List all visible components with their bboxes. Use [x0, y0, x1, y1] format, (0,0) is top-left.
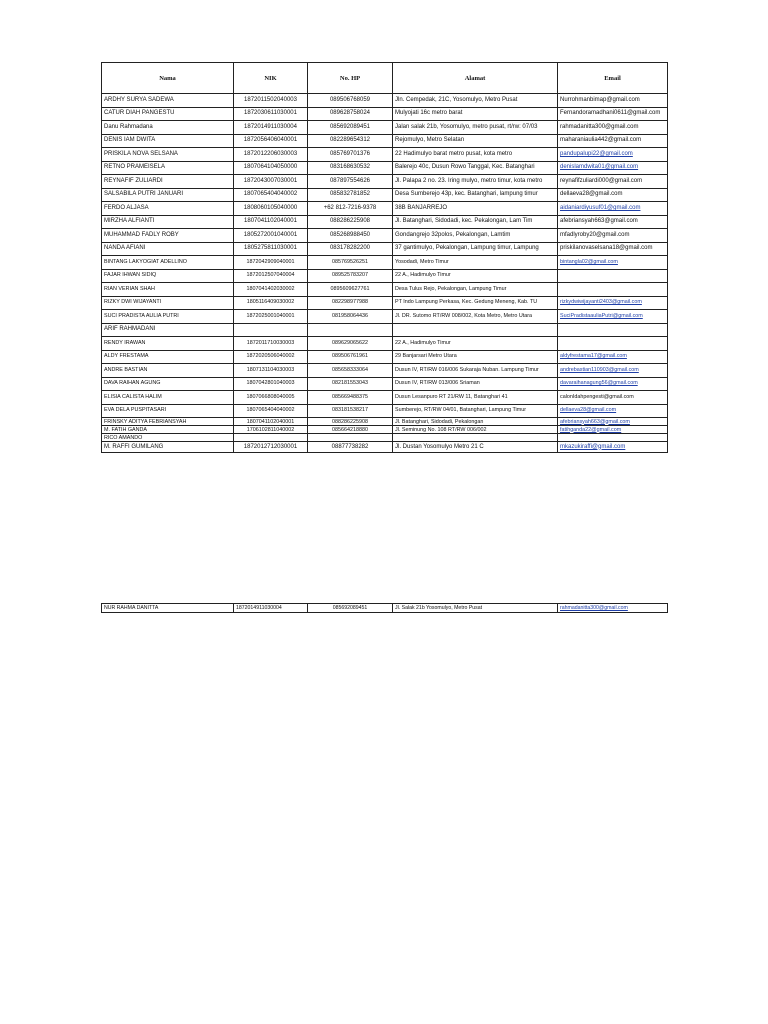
table-row	[102, 242, 668, 256]
cell-alamat: 29 Banjarsari Metro Utara	[393, 350, 558, 364]
cell-email[interactable]: denislamdwita01@gmail.com	[558, 161, 668, 175]
cell-email[interactable]: aldyfrestama17@gmail.com	[558, 350, 668, 364]
table-row	[102, 418, 668, 426]
cell-nik: 1805275811030001	[234, 242, 308, 256]
cell-email	[558, 283, 668, 297]
cell-nama: MUHAMMAD FADLY ROBY	[102, 229, 234, 243]
cell-nik: 1872042909040001	[234, 256, 308, 270]
cell-alamat: Gondangrejo 32polos, Pekalongan, Lamtim	[393, 229, 558, 243]
table-row	[102, 107, 668, 121]
table-row	[102, 283, 668, 297]
table-row	[102, 148, 668, 162]
cell-alamat: Desa Tulus Rejo, Pekalongan, Lampung Timur	[393, 283, 558, 297]
cell-nik: 1805272001040001	[234, 229, 308, 243]
cell-alamat: PT Indo Lampung Perkasa, Kec. Gedung Meneng, Kab. TU	[393, 296, 558, 310]
cell-alamat: Jln. Cempedak, 21C, Yosomulyo, Metro Pusat	[393, 94, 558, 108]
header-email: Email	[558, 63, 668, 94]
cell-nik: 1872012507040004	[234, 269, 308, 283]
table-row	[102, 404, 668, 418]
table-row	[102, 121, 668, 135]
cell-nama: PRISKILA NOVA SELSANA	[102, 148, 234, 162]
cell-nama: REYNAFIF ZULIARDI	[102, 175, 234, 189]
cell-nik: 1706102811040002	[234, 426, 308, 434]
cell-nik	[234, 434, 308, 442]
table-row	[102, 350, 668, 364]
cell-hp: 085669488375	[308, 391, 393, 405]
cell-hp: 085769526251	[308, 256, 393, 270]
table-row	[102, 364, 668, 378]
cell-hp: 082298977988	[308, 296, 393, 310]
cell-alamat: Rejomulyo, Metro Selatan	[393, 134, 558, 148]
cell-nama: Danu Rahmadana	[102, 121, 234, 135]
cell-hp: 085268988450	[308, 229, 393, 243]
cell-alamat: 22 A., Hadimulyo Timur	[393, 269, 558, 283]
table-row	[102, 94, 668, 108]
table-row	[102, 215, 668, 229]
table-row	[102, 310, 668, 324]
cell-nik: 1807066808040005	[234, 391, 308, 405]
cell-hp: 083181538217	[308, 404, 393, 418]
cell-email: priskilanovaselsana18@gmail.com	[558, 242, 668, 256]
cell-email: afebriansyah663@gmail.com	[558, 215, 668, 229]
cell-email[interactable]: aidaniardiyusuf01@gmail.com	[558, 202, 668, 216]
cell-email[interactable]: dellaeva28@gmail.com	[558, 404, 668, 418]
cell-hp: 089506761961	[308, 350, 393, 364]
cell-email[interactable]: rizkydwiwijayanti2403@gmail.com	[558, 296, 668, 310]
cell-alamat: Yosodadi, Metro Timur	[393, 256, 558, 270]
cell-nik: 1807041402030002	[234, 283, 308, 297]
table-row	[102, 256, 668, 270]
table-row	[102, 229, 668, 243]
cell-nik: 1807065404040002	[234, 188, 308, 202]
cell-email	[558, 323, 668, 337]
table-row	[102, 426, 668, 434]
cell-alamat: Jl. Seminung No. 108 RT/RW 006/002	[393, 426, 558, 434]
cell-alamat: Jl. Palapa 2 no. 23. Iring mulyo, metro timur, kota metro	[393, 175, 558, 189]
cell-nik: 1872056406040001	[234, 134, 308, 148]
cell-hp	[308, 434, 393, 442]
cell-nik: 1872025001040001	[234, 310, 308, 324]
cell-alamat: Mulyojati 16c metro barat	[393, 107, 558, 121]
cell-alamat: Desa Sumberejo 43p, kec. Batanghari, lampung timur	[393, 188, 558, 202]
cell-hp: 089506768059	[308, 94, 393, 108]
table-row	[102, 377, 668, 391]
cell-nik: 1807042801040003	[234, 377, 308, 391]
cell-email: dellaeva28@gmail.com	[558, 188, 668, 202]
cell-nama: RICO AMANDO	[102, 434, 234, 442]
table-row	[102, 188, 668, 202]
cell-nik: 1872043007030001	[234, 175, 308, 189]
table-row	[102, 323, 668, 337]
cell-nik: 1872011710030003	[234, 337, 308, 351]
cell-alamat: 22 A., Hadimulyo Timur	[393, 337, 558, 351]
cell-nik	[234, 323, 308, 337]
cell-nama: DAVA RAIHAN AGUNG	[102, 377, 234, 391]
cell-nama: NUR RAHMA DANITTA	[102, 604, 234, 613]
cell-email: rahmadanitta300@gmail.com	[558, 121, 668, 135]
cell-hp: 087897554626	[308, 175, 393, 189]
cell-nik: 1872020506040002	[234, 350, 308, 364]
cell-alamat: Dusun IV, RT/RW 013/006 Sriaman	[393, 377, 558, 391]
cell-alamat	[393, 434, 558, 442]
cell-nik: 1807041102040001	[234, 418, 308, 426]
cell-alamat: 38B BANJARREJO	[393, 202, 558, 216]
table-row	[102, 604, 668, 613]
cell-nik: 1872014911030004	[234, 604, 308, 613]
cell-hp: 082181553043	[308, 377, 393, 391]
cell-email[interactable]: SuciPradistaauliaPutri@gmail.com	[558, 310, 668, 324]
cell-hp: 085832781852	[308, 188, 393, 202]
cell-nama: BINTANG LAKYOGIAT ADELLINO	[102, 256, 234, 270]
cell-email: maharaniaulia442@gmail.com	[558, 134, 668, 148]
cell-hp: 085769701376	[308, 148, 393, 162]
cell-hp: 089628758024	[308, 107, 393, 121]
cell-hp: 085658333064	[308, 364, 393, 378]
cell-nik: 1872011502040003	[234, 94, 308, 108]
header-hp: No. HP	[308, 63, 393, 94]
cell-hp: 085664218880	[308, 426, 393, 434]
cell-email	[558, 269, 668, 283]
cell-nama: RIZKY DWI WIJAYANTI	[102, 296, 234, 310]
cell-alamat: 37 gantimulyo, Pekalongan, Lampung timur, Lampung	[393, 242, 558, 256]
cell-hp: +62 812-7216-9378	[308, 202, 393, 216]
cell-hp	[308, 323, 393, 337]
cell-nama: RETNO PRAMEISELA	[102, 161, 234, 175]
cell-hp: 085692089451	[308, 604, 393, 613]
cell-nama: RENDY IRAWAN	[102, 337, 234, 351]
cell-nama: SUCI PRADISTA AULIA PUTRI	[102, 310, 234, 324]
cell-nik: 1807131104030003	[234, 364, 308, 378]
cell-hp: 081958064436	[308, 310, 393, 324]
cell-email[interactable]: pandupalupi22@gmail.com	[558, 148, 668, 162]
cell-nama: CATUR DIAH PANGESTU	[102, 107, 234, 121]
cell-alamat: 22 Hadimulyo barat metro pusat, kota metro	[393, 148, 558, 162]
cell-nama: SALSABILA PUTRI JANUARI	[102, 188, 234, 202]
cell-email[interactable]: afebriansyah663@gmail.com	[558, 418, 668, 426]
cell-nik: 1805116409030002	[234, 296, 308, 310]
cell-email	[558, 434, 668, 442]
cell-nama: NANDA AFIANI	[102, 242, 234, 256]
cell-hp: 08877738282	[308, 442, 393, 453]
table-body	[102, 94, 668, 453]
cell-nama: ALDY FRESTAMA	[102, 350, 234, 364]
table-row	[102, 442, 668, 453]
cell-hp: 083168630532	[308, 161, 393, 175]
cell-email[interactable]: andrebastian110903@gmail.com	[558, 364, 668, 378]
cell-email	[558, 337, 668, 351]
cell-hp: 085692089451	[308, 121, 393, 135]
cell-nik: 1872014911030004	[234, 121, 308, 135]
cell-alamat: Dusun Lesanpuro RT 21/RW 11, Batanghari 41	[393, 391, 558, 405]
cell-alamat: Balerejo 40c, Dusun Rowo Tanggal, Kec. Batanghari	[393, 161, 558, 175]
cell-nama: EVA DELA PUSPITASARI	[102, 404, 234, 418]
cell-nama: ELISIA CALISTA HALIM	[102, 391, 234, 405]
cell-nama: ARIF RAHMADANI	[102, 323, 234, 337]
cell-alamat: Jl. DR. Sutomo RT/RW 008/002, Kota Metro, Metro Utara	[393, 310, 558, 324]
cell-hp: 088286225908	[308, 215, 393, 229]
cell-email: reynafifzuliardi000@gmail.com	[558, 175, 668, 189]
cell-alamat: Jalan salak 21b, Yosomulyo, metro pusat, rt/rw: 07/03	[393, 121, 558, 135]
cell-hp: 0895609627761	[308, 283, 393, 297]
table-row	[102, 269, 668, 283]
cell-alamat: Jl. Batanghari, Sidodadi, kec. Pekalongan, Lam Tim	[393, 215, 558, 229]
cell-email[interactable]: davaraihanagung56@gmail.com	[558, 377, 668, 391]
cell-nik: 1808060105040000	[234, 202, 308, 216]
cell-hp: 089629065622	[308, 337, 393, 351]
cell-email[interactable]: mkazukiraffi@gmail.com	[558, 442, 668, 453]
cell-nama: RIAN VERIAN SHAH	[102, 283, 234, 297]
table-row	[102, 161, 668, 175]
cell-nama: FAJAR IHWAN SIDIQ	[102, 269, 234, 283]
header-row	[102, 63, 668, 94]
cell-alamat	[393, 323, 558, 337]
cell-nama: FERDO ALJASA	[102, 202, 234, 216]
cell-alamat: Jl. Salak 21b Yosomulyo, Metro Pusat	[393, 604, 558, 613]
cell-email[interactable]: rahmadanitta300@gmail.com	[558, 604, 668, 613]
participant-table	[101, 62, 668, 453]
cell-hp: 089525783207	[308, 269, 393, 283]
table-row	[102, 134, 668, 148]
cell-nama: ARDHY SURYA SADEWA	[102, 94, 234, 108]
header-alamat: Alamat	[393, 63, 558, 94]
cell-email: Fernandoramadhani0611@gmail.com	[558, 107, 668, 121]
header-nik: NIK	[234, 63, 308, 94]
cell-nik: 1807064104050000	[234, 161, 308, 175]
cell-email[interactable]: fatihganda22@gmail.com	[558, 426, 668, 434]
cell-nik: 1872030611030001	[234, 107, 308, 121]
table-row	[102, 202, 668, 216]
cell-nama: DENIS IAM DWITA	[102, 134, 234, 148]
cell-email: calonIdahpengesti@gmail.com	[558, 391, 668, 405]
table-row	[102, 391, 668, 405]
cell-nama: ANDRE BASTIAN	[102, 364, 234, 378]
cell-nik: 1807041102040001	[234, 215, 308, 229]
cell-alamat: Dusun IV, RT/RW 016/006 Sukaraja Nuban. Lampung Timur	[393, 364, 558, 378]
cell-nama: M. FATIH GANDA	[102, 426, 234, 434]
cell-email[interactable]: bintangla02@gmail.com	[558, 256, 668, 270]
cell-hp: 088286225908	[308, 418, 393, 426]
cell-alamat: Jl. Dustan Yosomulyo Metro 21 C	[393, 442, 558, 453]
cell-email: mfadlyroby20@gmail.com	[558, 229, 668, 243]
header-nama: Nama	[102, 63, 234, 94]
table-row	[102, 175, 668, 189]
last-entry-table	[101, 603, 668, 613]
cell-nik: 1872012206030003	[234, 148, 308, 162]
cell-hp: 083178282200	[308, 242, 393, 256]
cell-nama: MIRZHA ALFIANTI	[102, 215, 234, 229]
cell-nik: 1807065404040002	[234, 404, 308, 418]
cell-nik: 1872012712030001	[234, 442, 308, 453]
table-row	[102, 337, 668, 351]
cell-nama: M. RAFFI GUMILANG	[102, 442, 234, 453]
cell-alamat: Jl. Batanghari, Sidodadi, Pekalongan	[393, 418, 558, 426]
cell-nama: FRINSKY ADITYA FEBRIANSYAH	[102, 418, 234, 426]
table-row	[102, 296, 668, 310]
cell-alamat: Sumberejo, RT/RW 04/01, Batanghari, Lampung Timur	[393, 404, 558, 418]
table-row	[102, 434, 668, 442]
cell-hp: 082289654312	[308, 134, 393, 148]
cell-email: Nurrohmanbimap@gmail.com	[558, 94, 668, 108]
